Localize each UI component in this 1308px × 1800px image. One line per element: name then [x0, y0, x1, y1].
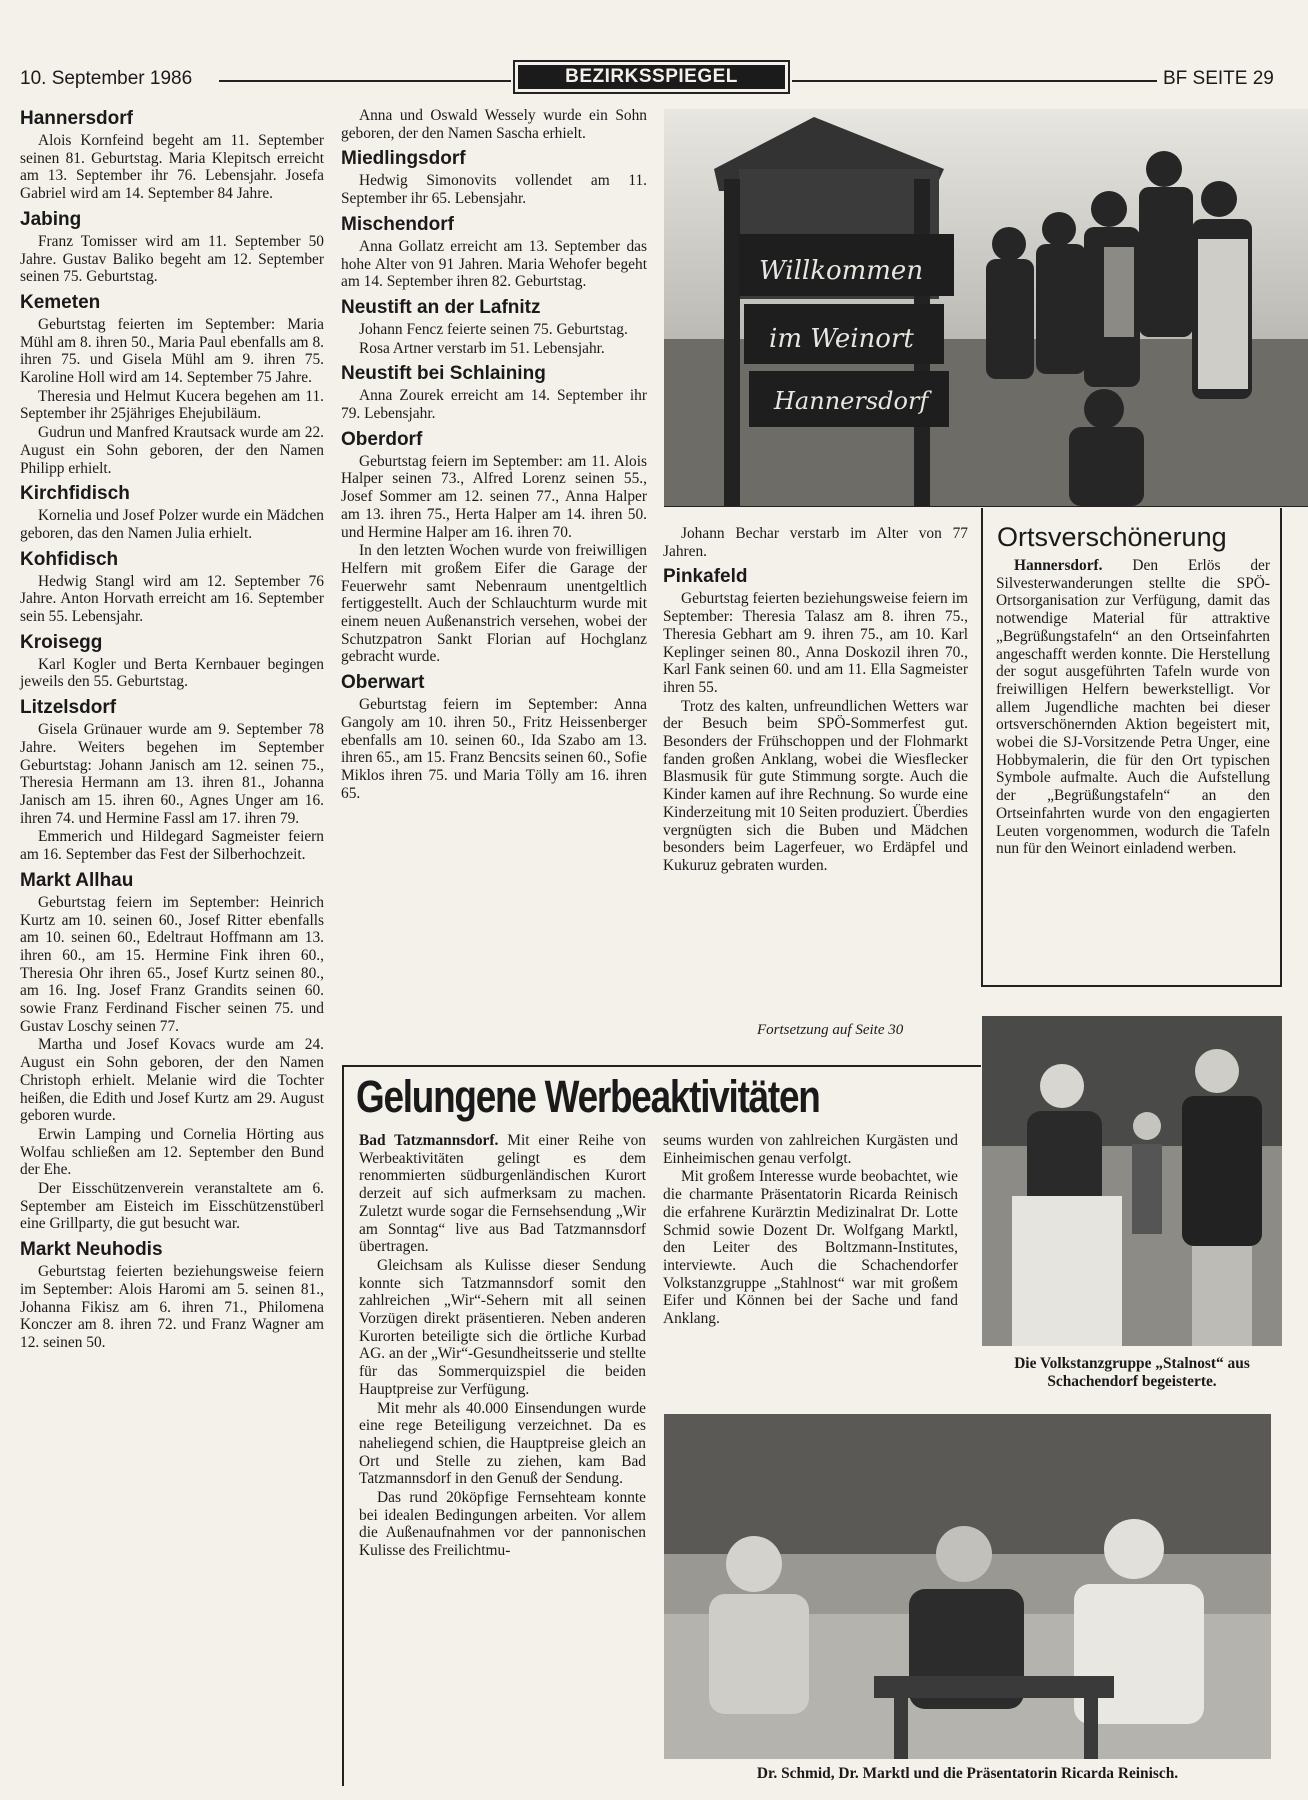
paragraph: Hedwig Stangl wird am 12. September 76 Jahre. Anton Horvath erreicht am 16. September sein 55. Lebensjahr. — [20, 572, 324, 626]
paragraph: Geburtstag feiern im September: am 11. Alois Halper seinen 73., Alfred Lorenz seinen 55., Josef Sommer am 12. seinen 77., Anna Halper am 13. ihren 75., Herta Halper am 14. ihren 50. und Hermine Halper am 16. ihren 70. — [341, 452, 647, 541]
story-column-1 — [359, 1132, 646, 1560]
section-heading: Kroisegg — [20, 631, 103, 653]
box-rule-left — [981, 508, 983, 986]
sign-line-2: im Weinort — [769, 324, 914, 354]
section-heading: Oberwart — [341, 672, 425, 694]
section-heading: Markt Neuhodis — [20, 1239, 163, 1261]
story-column-2 — [663, 1132, 958, 1328]
paragraph: In den letzten Wochen wurde von freiwilligen Helfern mit großem Eifer die Garage der Feuerwehr samt Nebenraum unentgeltlich fertiggestellt. Auch der Schlauchturm wurde mit einem neuen Außenanstrich versehen, wobei der Schutzpatron Sankt Florian auf Hochglanz gebracht wurde. — [341, 542, 647, 666]
interview-illustration — [664, 1414, 1271, 1759]
header-rule-right — [792, 80, 1157, 82]
paragraph: Hedwig Simonovits vollendet am 11. September ihr 65. Lebensjahr. — [341, 172, 647, 208]
paragraph: Emmerich und Hildegard Sagmeister feiern am 16. September das Fest der Silberhochzeit. — [20, 828, 324, 864]
section-heading: Neustift an der Lafnitz — [341, 296, 541, 318]
story-rule-top — [342, 1065, 981, 1067]
paragraph: Das rund 20köpfige Fernsehteam konnte bei idealen Bedingungen arbeiten. Vor allem die Außenaufnahmen vor der pannonischen Kulisse des Freilichtmu- — [359, 1489, 646, 1560]
section-banner — [513, 60, 790, 94]
column-2 — [341, 107, 647, 802]
paragraph: Alois Kornfeind begeht am 11. September seinen 81. Geburtstag. Maria Klepitsch erreicht am 13. September ihr 76. Lebensjahr. Josefa Gabriel wird am 14. September 84 Jahre. — [20, 132, 324, 203]
photo-interview — [664, 1414, 1271, 1759]
section-title: BEZIRKSSPIEGEL — [518, 65, 785, 89]
welcome-sign-illustration — [664, 109, 1308, 506]
story-headline: Gelungene Werbeaktivitäten — [356, 1071, 820, 1122]
paragraph: Geburtstag feiern im September: Heinrich Kurtz am 10. seinen 60., Josef Ritter ebenfalls am 10. seinen 60., Edeltraut Hoffmann am 13. ihren 60., am 15. Hermine Fink ihren 60., Theresia Ohr ihren 65., Josef Kurtz seinen 80., am 16. Ing. Josef Franz Grandits seinen 60. sowie Franz Ferdinand Fischer seinen 75. und Gustav Loschy seinen 77. — [20, 893, 324, 1035]
paragraph: Mit mehr als 40.000 Einsendungen wurde eine rege Beteiligung verzeichnet. Da es naheliegend schien, die Hauptpreise gleich an Ort und Stelle zu ziehen, kam Bad Tatzmannsdorf in den Genuß der Sendung. — [359, 1399, 646, 1488]
paragraph: Mit großem Interesse wurde beobachtet, wie die charmante Präsentatorin Ricarda Reinisch die erfahrene Kurärztin Medizinalrat Dr. Lotte Schmid sowie Dozent Dr. Wolfgang Marktl, den Leiter des Boltzmann-Institutes, interviewte. Auch die Schachendorfer Volkstanzgruppe „Stahlnost“ war mit großem Eifer und Können bei der Sache und fand Anklang. — [663, 1168, 958, 1328]
section-heading: Jabing — [20, 208, 82, 230]
continued-note: Fortsetzung auf Seite 30 — [757, 1022, 904, 1038]
photo-dance-group — [982, 1016, 1282, 1346]
ortsverschoenerung-text: Den Erlös der Silvesterwanderungen stellte die SPÖ-Ortsorganisation zur Verfügung, damit das notwendige Material für attraktive „Begrüßungstafeln“ an den Ortseinfahrten angeschafft werden konnte. Die Herstellung der sogut ausgeführten Tafeln wurde von freiwilligen Helfern bewerkstelligt. Vor allem Jugendliche machten bei dieser ortsverschönernden Aktion begeistert mit, wobei die SJ-Vorsitzende Petra Unger, eine Hobbymalerin, die für den Ort typischen Symbole aufmalte. Auch die Aufstellung der „Begrüßungstafeln“ an den Ortseinfahrten wurde von den engagierten Leuten vorgenommen, wodurch die Tafeln nun für den Weinort einladend werben. — [996, 557, 1270, 858]
dance-group-illustration — [982, 1016, 1282, 1346]
paragraph: Geburtstag feierten beziehungsweise feiern im September: Alois Haromi am 5. seinen 81., Johanna Fikisz am 6. ihren 71., Philomena Konczer am 8. ihren 72. und Franz Wagner am 12. seinen 50. — [20, 1263, 324, 1351]
story-lead: Bad Tatzmannsdorf. — [359, 1132, 499, 1149]
paragraph: Rosa Artner verstarb im 51. Lebensjahr. — [359, 339, 605, 357]
paragraph: Gisela Grünauer wurde am 9. September 78 Jahre. Weiters begehen im September Geburtstag: Johann Janisch am 12. seinen 75., Theresia Hermann am 13. ihren 81., Johanna Janisch am 15. ihren 60., Agnes Unger am 16. ihren 74. und Hermine Fassl am 17. ihren 79. — [20, 721, 324, 827]
paragraph: Martha und Josef Kovacs wurde am 24. August ein Sohn geboren, der den Namen Christoph erhielt. Melanie wird die Tochter heißen, die Edith und Josef Kurtz am 29. August geboren wurde. — [20, 1036, 324, 1125]
paragraph: Geburtstag feiern im September: Anna Gangoly am 10. ihren 50., Fritz Heissenberger ebenfalls am 10. seinen 60., Ida Szabo am 13. ihren 65., am 15. Franz Bencsits seinen 60., Sofie Miklos ihren 75. und Maria Tölly am 16. ihren 65. — [341, 696, 647, 802]
paragraph: Der Eisschützenverein veranstaltete am 6. September am Eisteich im Eisschützenstüberl eine Grillparty, die gut besucht war. — [20, 1180, 324, 1233]
sign-line-1: Willkommen — [759, 256, 924, 286]
paragraph: Johann Fencz feierte seinen 75. Geburtstag. — [359, 320, 628, 338]
paragraph: Kornelia und Josef Polzer wurde ein Mädchen geboren, das den Namen Julia erhielt. — [20, 507, 324, 542]
paragraph: seums wurden von zahlreichen Kurgästen und Einheimischen genau verfolgt. — [663, 1132, 958, 1167]
section-heading: Hannersdorf — [20, 108, 133, 129]
section-heading: Kohfidisch — [20, 548, 119, 570]
box-rule-bottom — [981, 985, 1282, 987]
section-heading: Kemeten — [20, 291, 101, 313]
box-rule-right — [1280, 508, 1282, 986]
column-1 — [20, 108, 324, 1352]
section-heading: Mischendorf — [341, 213, 454, 235]
paragraph: Geburtstag feierten beziehungsweise feiern im September: Theresia Talasz am 8. ihren 75., Theresia Gebhart am 9. ihren 75., am 10. Karl Keplinger seinen 80., Anna Doskozil ihren 70., Karl Fank seinen 60. und am 11. Ella Sagmeister ihren 55. — [663, 590, 968, 696]
paragraph: Johann Bechar verstarb im Alter von 77 Jahren. — [663, 525, 968, 560]
paragraph: Geburtstag feierten im September: Maria Mühl am 8. ihren 50., Maria Paul ebenfalls am 8. ihren 75. und Gisela Mühl am 9. ihren 75. Karoline Holl wird am 14. September 75 Jahre. — [20, 315, 324, 387]
paragraph: Anna Gollatz erreicht am 13. September das hohe Alter von 91 Jahren. Maria Wehofer begeht am 14. September ihren 82. Geburtstag. — [341, 237, 647, 291]
section-heading: Oberdorf — [341, 428, 423, 450]
column-3 — [663, 525, 968, 875]
story-text: Mit einer Reihe von Werbeaktivitäten gelingt es dem renommierten südburgenländischen Kurort derzeit auf sich aufmerksam zu machen. Zuletzt wurde sogar die Fernsehsendung „Wir am Sonntag“ live aus Bad Tatzmannsdorf übertragen. — [359, 1132, 646, 1256]
photo-welcome-sign — [664, 109, 1308, 506]
ortsverschoenerung-body — [996, 557, 1270, 858]
paragraph: Anna Zourek erreicht am 14. September ihr 79. Lebensjahr. — [341, 387, 647, 423]
ortsverschoenerung-lead: Hannersdorf. — [1014, 557, 1103, 574]
paragraph: Karl Kogler und Berta Kernbauer begingen jeweils den 55. Geburtstag. — [20, 655, 324, 691]
paragraph: Anna und Oswald Wessely wurde ein Sohn geboren, der den Namen Sascha erhielt. — [341, 107, 647, 142]
paragraph: Theresia und Helmut Kucera begehen am 11. September ihr 25jähriges Ehejubiläum. — [20, 387, 324, 423]
paragraph: Gudrun und Manfred Krautsack wurde am 22. August ein Sohn geboren, der den Namen Philipp erhielt. — [20, 424, 324, 477]
section-heading: Miedlingsdorf — [341, 148, 466, 170]
ortsverschoenerung-title: Ortsverschönerung — [997, 522, 1227, 552]
paragraph — [359, 1132, 646, 1256]
section-heading: Markt Allhau — [20, 869, 134, 891]
paragraph: Franz Tomisser wird am 11. September 50 Jahre. Gustav Baliko begeht am 12. September seinen 75. Geburtstag. — [20, 232, 324, 286]
sign-line-3: Hannersdorf — [774, 387, 929, 415]
story-rule-left — [342, 1065, 344, 1786]
section-heading: Neustift bei Schlaining — [341, 363, 546, 385]
paragraph: Erwin Lamping und Cornelia Hörting aus Wolfau schließen am 12. September den Bund der Ehe. — [20, 1125, 324, 1179]
page-number: BF SEITE 29 — [1163, 68, 1274, 89]
caption-dance-group: Die Volkstanzgruppe „Stalnost“ aus Schachendorf begeisterte. — [1014, 1355, 1250, 1390]
caption-interview: Dr. Schmid, Dr. Marktl und die Präsentatorin Ricarda Reinisch. — [756, 1765, 1179, 1782]
paragraph: Trotz des kalten, unfreundlichen Wetters war der Besuch beim SPÖ-Sommerfest gut. Besonders der Frühschoppen und der Flohmarkt fanden großen Anklang, wobei die Wiesflecker Blasmusik für gute Stimmung sorgte. Auch die Kinder kamen auf ihre Rechnung. So wurde eine Kinderzeitung mit 10 Seiten produziert. Überdies vergnügten sich die Buben und Mädchen besonders beim Lagerfeuer, wo Erdäpfel und Kukuruz gebraten wurden. — [663, 697, 968, 874]
section-heading: Kirchfidisch — [20, 483, 130, 505]
section-heading: Pinkafeld — [663, 566, 748, 588]
issue-date: 10. September 1986 — [20, 68, 193, 89]
header-rule-left — [219, 80, 511, 82]
paragraph: Gleichsam als Kulisse dieser Sendung konnte sich Tatzmannsdorf somit den zahlreichen „Wir“-Sehern mit all seinen Vorzügen direkt präsentieren. Neben anderen Kurorten beteiligte sich die örtliche Kurbad AG. an der „Wir“-Gesundheitsserie und stellte für das Sommerquizspiel die beiden Hauptpreise zur Verfügung. — [359, 1256, 646, 1398]
photo-border — [664, 506, 1308, 507]
section-heading: Litzelsdorf — [20, 697, 117, 719]
